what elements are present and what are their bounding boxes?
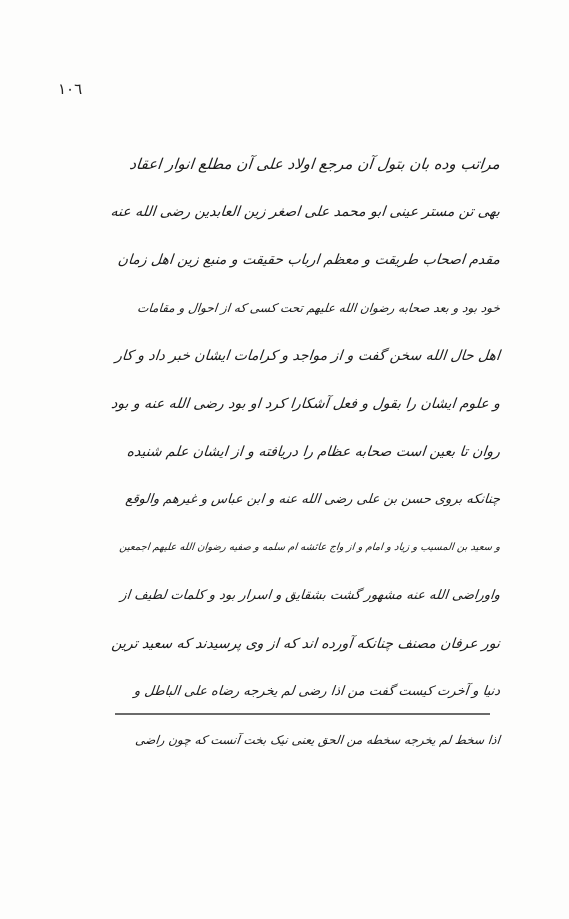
text-line: و علوم ایشان را بقول و فعل آشکارا کرد او بود رضی الله عنه و بود: [110, 396, 501, 412]
text-line: دنیا و آخرت کیست گفت من اذا رضی لم یخرجه رضاه علی الباطل و: [133, 684, 501, 699]
text-line: اهل حال الله سخن گفت و از مواجد و کرامات ایشان خبر داد و کار: [114, 348, 501, 364]
text-line: و سعید بن المسیب و زیاد و امام و از واج عائشه ام سلمه و صفیه رضوان الله علیهم اجمعین: [118, 542, 501, 553]
text-line: مراتب وده بان بتول آن مرجع اولاد علی آن مطلع انوار اعقاد: [128, 155, 501, 173]
ink-underline: [115, 713, 490, 715]
text-line: چنانکه بروی حسن بن علی رضی الله عنه و ابن عباس و غیرهم والوقع: [124, 492, 501, 507]
text-line: مقدم اصحاب طریقت و معظم ارباب حقیقت و منبع زین اهل زمان: [117, 252, 501, 268]
text-line: اذا سخط لم یخرجه سخطه من الحق یعنی نیک بخت آنست که چون راضی: [134, 733, 501, 747]
text-line: خود بود و بعد صحابه رضوان الله علیهم تحت کسی که از احوال و مقامات: [136, 301, 501, 315]
text-line: روان تا بعین است صحابه عظام را دریافته و از ایشان علم شنیده: [126, 444, 501, 460]
text-line: بهی تن مستر عینی ابو محمد علی اصغر زین العابدین رضی الله عنه: [109, 204, 501, 220]
manuscript-text-block: [110, 140, 500, 764]
page-number: ١٠٦: [58, 80, 83, 98]
text-line: واوراضی الله عنه مشهور گشت بشقایق و اسرار بود و کلمات لطیف از: [119, 588, 501, 603]
text-line: نور عرفان مصنف چنانکه آورده اند که از وی پرسیدند که سعید ترین: [110, 636, 501, 652]
